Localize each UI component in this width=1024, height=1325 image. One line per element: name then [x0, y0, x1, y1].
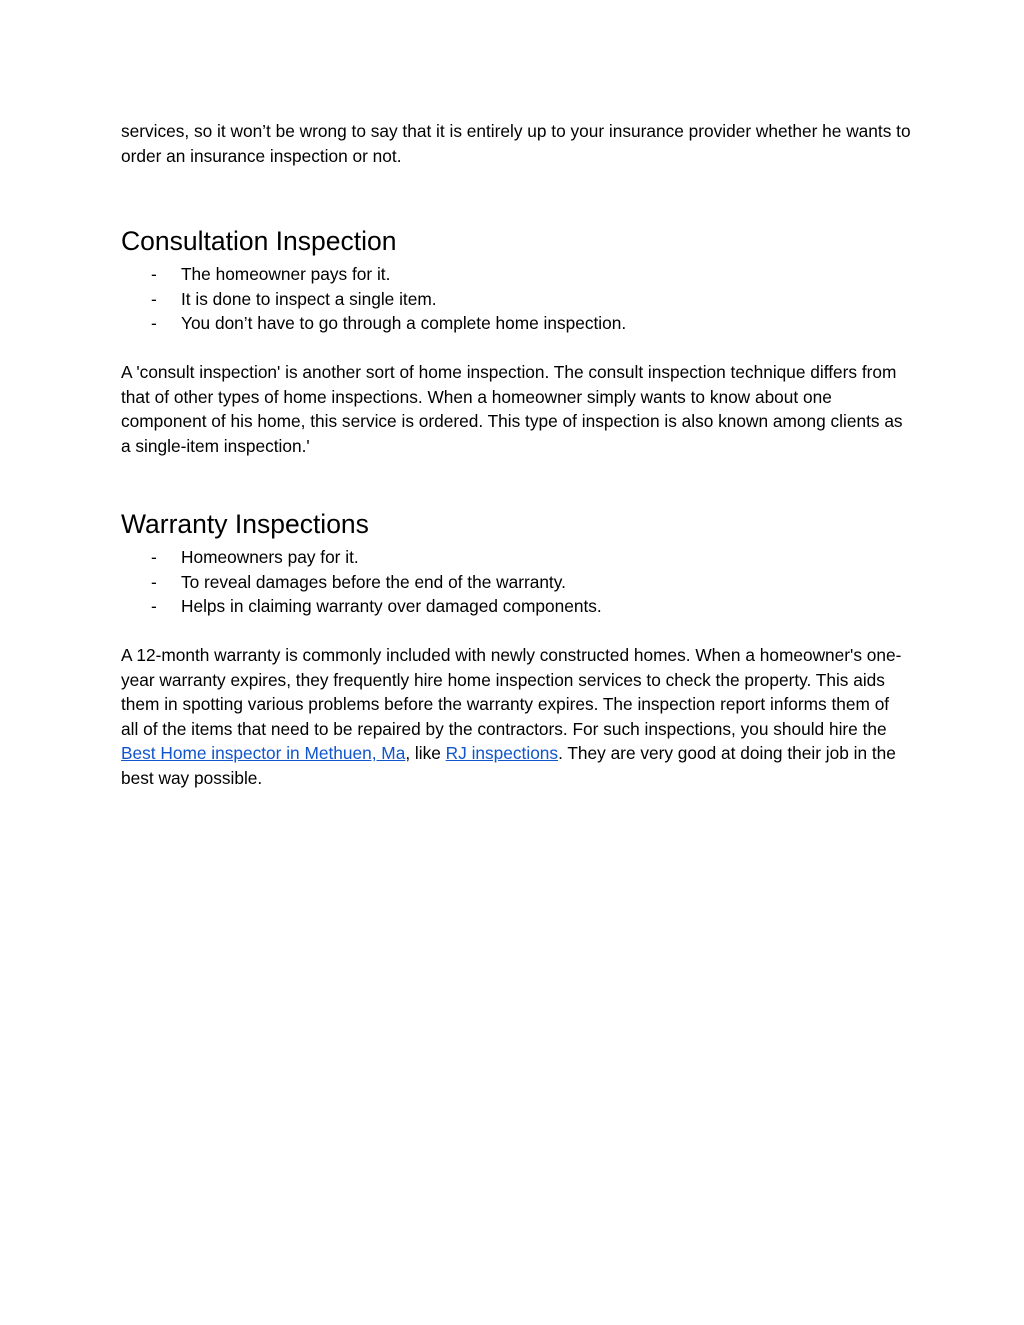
bullet-dash: -: [151, 264, 157, 284]
consultation-paragraph: A 'consult inspection' is another sort of home inspection. The consult inspection technique differs from that of other types of home inspections. When a homeowner simply wants to know about one component of his home, this service is ordered. This type of inspection is also known among clients as a single-item inspection.': [121, 362, 903, 456]
warranty-text-part3: . They are very good at doing their job in the best way possible.: [121, 743, 896, 788]
list-item-text: You don’t have to go through a complete home inspection.: [181, 313, 627, 333]
list-item: [121, 594, 911, 619]
warranty-heading: Warranty Inspections: [121, 509, 369, 539]
list-item: [121, 287, 911, 312]
bullet-dash: -: [151, 596, 157, 616]
bullet-dash: -: [151, 313, 157, 333]
warranty-text-part1: A 12-month warranty is commonly included with newly constructed homes. When a homeowner's one-year warranty expires, they frequently hire home inspection services to check the property. This aids them in spotting various problems before the warranty expires. The inspection report informs them of all of the items that need to be repaired by the contractors. For such inspections, you should hire the: [121, 645, 902, 739]
best-home-inspector-link[interactable]: Best Home inspector in Methuen, Ma: [121, 743, 406, 763]
list-item-text: The homeowner pays for it.: [181, 264, 391, 284]
list-item: [121, 545, 911, 570]
list-item: [121, 262, 911, 287]
spacer: [121, 336, 911, 361]
warranty-text-part2: , like: [405, 743, 446, 763]
consultation-bullet-list: [121, 262, 911, 336]
bullet-dash: -: [151, 571, 157, 592]
list-item-text: Homeowners pay for it.: [181, 547, 359, 567]
document-page: [121, 119, 911, 790]
list-item-text: To reveal damages before the end of the warranty.: [181, 571, 566, 592]
intro-paragraph: services, so it won’t be wrong to say that it is entirely up to your insurance provider whether he wants to order an insurance inspection or not.: [121, 121, 911, 166]
consultation-heading: Consultation Inspection: [121, 226, 397, 256]
list-item-text: Helps in claiming warranty over damaged components.: [181, 596, 602, 616]
warranty-bullet-list: [121, 545, 911, 619]
warranty-paragraph: [121, 643, 911, 790]
list-item: [121, 311, 911, 336]
bullet-dash: -: [151, 288, 157, 309]
list-item-text: It is done to inspect a single item.: [181, 288, 437, 309]
list-item: [121, 570, 911, 595]
rj-inspections-link[interactable]: RJ inspections: [445, 743, 559, 763]
bullet-dash: -: [151, 547, 157, 567]
spacer: [121, 619, 911, 644]
